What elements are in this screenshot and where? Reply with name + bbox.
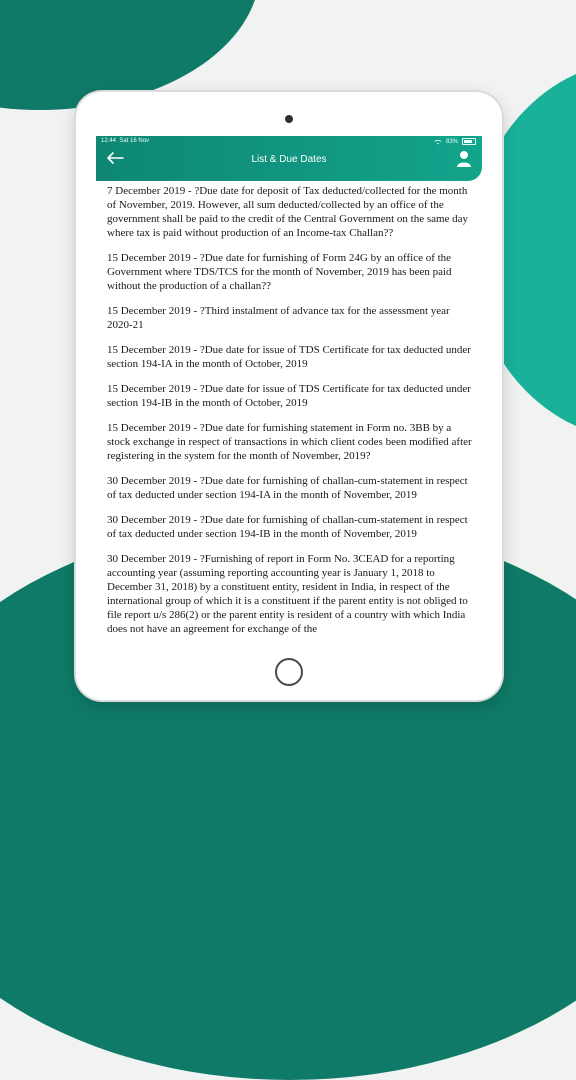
list-item: 15 December 2019 - ?Due date for issue of TDS Certificate for tax deducted under section 194-IA in the month of October, 2019 bbox=[107, 344, 471, 370]
home-button[interactable] bbox=[275, 658, 303, 686]
list-item: 30 December 2019 - ?Due date for furnishing of challan-cum-statement in respect of tax deducted under section 194-IA in the month of November, 2019 bbox=[107, 475, 468, 501]
list-item: 15 December 2019 - ?Due date for issue of TDS Certificate for tax deducted under section 194-IB in the month of October, 2019 bbox=[107, 383, 471, 409]
wifi-icon bbox=[434, 139, 442, 145]
user-icon bbox=[456, 150, 472, 168]
page-title: List & Due Dates bbox=[251, 154, 327, 165]
due-dates-list[interactable] bbox=[107, 184, 477, 648]
tablet-frame bbox=[76, 92, 502, 700]
battery-icon bbox=[462, 138, 476, 145]
battery-percent: 83% bbox=[445, 138, 458, 145]
list-item: 15 December 2019 - ?Due date for furnishing of Form 24G by an office of the Government where TDS/TCS for the month of November, 2019 has been paid without the production of a challan?? bbox=[107, 252, 452, 292]
app-screen bbox=[96, 136, 482, 648]
list-item: 15 December 2019 - ?Due date for furnishing statement in Form no. 3BB by a stock exchange in respect of transactions in which client codes been modified after registering in the system for the month of November, 2019? bbox=[107, 422, 472, 462]
app-header bbox=[96, 136, 482, 181]
status-right bbox=[434, 138, 476, 145]
status-date-text: Sat 16 Nov bbox=[119, 138, 150, 144]
status-time-text: 12:44 bbox=[101, 138, 117, 144]
user-profile-button[interactable] bbox=[456, 150, 472, 168]
list-item: 15 December 2019 - ?Third instalment of advance tax for the assessment year 2020-21 bbox=[107, 305, 450, 331]
camera-dot bbox=[285, 115, 293, 123]
list-item: 30 December 2019 - ?Due date for furnishing of challan-cum-statement in respect of tax deducted under section 194-IB in the month of November, 2019 bbox=[107, 514, 468, 540]
status-time bbox=[101, 138, 149, 144]
list-item: 7 December 2019 - ?Due date for deposit of Tax deducted/collected for the month of November, 2019. However, all sum deducted/collected by an office of the government shall be paid to the credit of the Central Government on the same day where tax is paid without production of an Income-tax Challan?? bbox=[107, 185, 469, 239]
list-item: 30 December 2019 - ?Furnishing of report in Form No. 3CEAD for a reporting accounting year (assuming reporting accounting year is January 1, 2018 to December 31, 2018) by a constituent entity, resident in India, in respect of the international group of which it is a constituent if the parent entity is not obliged to file report u/s 286(2) or the parent entity is resident of a country with which India does not have an agreement for exchange of the bbox=[107, 553, 468, 635]
status-bar bbox=[96, 136, 482, 148]
